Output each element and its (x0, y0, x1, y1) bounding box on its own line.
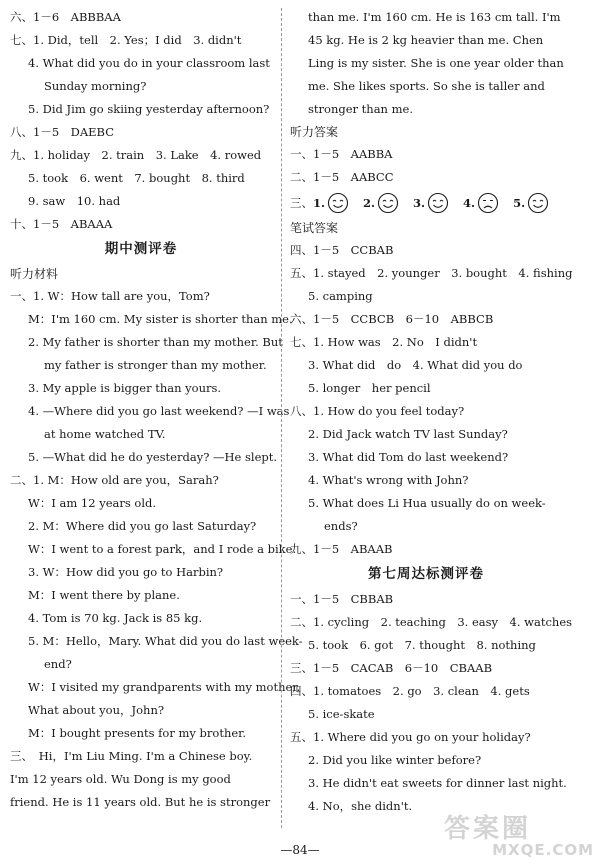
answer-text: 六、1－5 CCBCB 6－10 ABBCB (290, 312, 494, 326)
answer-number: 2. (363, 196, 376, 210)
answer-line (290, 400, 562, 423)
answer-number: 4. (463, 196, 476, 210)
answer-line (10, 584, 272, 607)
answer-line (10, 630, 303, 653)
smiley-face-icon (327, 192, 349, 214)
answer-text: 五、1. stayed 2. younger 3. bought 4. fishing (290, 266, 573, 280)
answer-text: W：I went to a forest park，and I rode a bike. (28, 542, 297, 556)
answer-number: 5. (513, 196, 526, 210)
answer-line (10, 745, 272, 768)
answer-line (10, 354, 272, 377)
answer-line (290, 492, 562, 515)
answer-text: Ling is my sister. She is one year older than (308, 56, 564, 70)
answer-line (290, 726, 562, 749)
face-answer (313, 192, 349, 214)
answer-line (10, 121, 272, 144)
answer-text: at home watched TV. (44, 427, 166, 441)
answer-text: What about you，John? (28, 703, 165, 717)
answer-line (10, 75, 272, 98)
answer-line (290, 657, 562, 680)
answer-text: 4. What did you do in your classroom last (28, 56, 270, 70)
sad-face-icon (477, 192, 499, 214)
answer-line (10, 6, 272, 29)
answer-line (10, 285, 272, 308)
answer-text: 5. longer her pencil (308, 381, 431, 395)
answer-line (290, 29, 562, 52)
answer-line (10, 722, 272, 745)
answer-line (290, 143, 562, 166)
answer-text: 四、1－5 CCBAB (290, 243, 394, 257)
answer-text: M：I went there by plane. (28, 588, 180, 602)
answer-line (10, 190, 272, 213)
section-subheading: 听力材料 (10, 267, 59, 281)
answer-line (10, 607, 272, 630)
section-title: 第七周达标测评卷 (368, 566, 484, 582)
left-column (10, 6, 303, 814)
answer-text: 5. camping (308, 289, 373, 303)
answer-line (10, 400, 290, 423)
answer-line (290, 377, 562, 400)
answer-text: 5. —What did he do yesterday? —He slept. (28, 450, 278, 464)
answer-text: 十、1－5 ABAAA (10, 217, 113, 231)
answer-line (290, 703, 562, 726)
watermark-logo (444, 808, 594, 866)
answer-line (290, 588, 562, 611)
answer-text: 5. What does Li Hua usually do on week- (308, 496, 546, 510)
answer-line (290, 239, 562, 262)
answer-line (10, 213, 272, 236)
answer-text: 3. What did Tom do last weekend? (308, 450, 509, 464)
answer-line (10, 308, 293, 331)
answer-text: 2. My father is shorter than my mother. But (28, 335, 283, 349)
answer-line (290, 308, 562, 331)
answer-text: 5. took 6. got 7. thought 8. nothing (308, 638, 536, 652)
answer-text: 九、1. holiday 2. train 3. Lake 4. rowed (10, 148, 262, 162)
smiley-face-icon (527, 192, 549, 214)
answer-line (10, 98, 272, 121)
answer-text: 五、1. Where did you go on your holiday? (290, 730, 531, 744)
answer-line (10, 423, 272, 446)
answer-line (290, 423, 562, 446)
answer-text: 三、 Hi，I'm Liu Ming. I'm a Chinese boy. (10, 749, 253, 763)
answer-line (290, 6, 562, 29)
answer-text: 2. Did Jack watch TV last Sunday? (308, 427, 508, 441)
answer-line (10, 561, 272, 584)
right-column (290, 6, 573, 818)
answer-text: 2. Did you like winter before? (308, 753, 482, 767)
answer-line (10, 52, 272, 75)
answer-text: ends? (324, 519, 358, 533)
answer-line (290, 680, 562, 703)
answer-text: M：I bought presents for my brother. (28, 726, 247, 740)
face-answer (413, 192, 449, 214)
answer-line (290, 772, 567, 795)
answer-line (290, 75, 562, 98)
section-subheading: 笔试答案 (290, 221, 339, 235)
answer-text: 八、1. How do you feel today? (290, 404, 465, 418)
answer-text: 3. What did do 4. What did you do (308, 358, 523, 372)
answer-line (10, 144, 272, 167)
face-answer (513, 192, 549, 214)
answer-text: friend. He is 11 years old. But he is stronger (10, 795, 271, 809)
answer-text: 七、1. How was 2. No I didn't (290, 335, 478, 349)
answer-line (290, 354, 562, 377)
answer-line (10, 167, 272, 190)
answer-text: 四、1. tomatoes 2. go 3. clean 4. gets (290, 684, 530, 698)
answer-text: 九、1－5 ABAAB (290, 542, 393, 556)
answer-text: 3. W：How did you go to Harbin? (28, 565, 224, 579)
answer-text: 三、1－5 CACAB 6－10 CBAAB (290, 661, 493, 675)
answer-text: 3. My apple is bigger than yours. (28, 381, 222, 395)
answer-text: 4. What's wrong with John? (308, 473, 469, 487)
section-title: 期中测评卷 (104, 241, 178, 257)
answer-text: than me. I'm 160 cm. He is 163 cm tall. I'm (308, 10, 561, 24)
section-subheading: 听力答案 (290, 125, 339, 139)
answer-text: 5. took 6. went 7. bought 8. third (28, 171, 245, 185)
answer-line (290, 634, 562, 657)
answer-text: M：I'm 160 cm. My sister is shorter than me. (28, 312, 293, 326)
answer-text: 3. He didn't eat sweets for dinner last night. (308, 776, 567, 790)
answer-line (290, 515, 562, 538)
answer-text: 4. —Where did you go last weekend? —I was (28, 404, 290, 418)
face-answer (463, 192, 499, 214)
answer-text: 9. saw 10. had (28, 194, 121, 208)
answer-text: my father is stronger than my mother. (44, 358, 267, 372)
answer-line (290, 262, 573, 285)
answer-text: 一、1－5 AABBA (290, 147, 393, 161)
answer-text: 一、1. W：How tall are you，Tom? (10, 289, 210, 303)
answer-line (10, 492, 272, 515)
answer-text: stronger than me. (308, 102, 413, 116)
answer-line (10, 538, 297, 561)
answer-text: W：I visited my grandparents with my mother. (28, 680, 301, 694)
answer-number: 1. (313, 196, 326, 210)
answer-number: 3. (413, 196, 426, 210)
smiley-face-icon (427, 192, 449, 214)
column-divider (281, 8, 282, 828)
answer-text: W：I am 12 years old. (28, 496, 157, 510)
answer-line (10, 515, 272, 538)
answer-line (290, 98, 562, 121)
smiley-face-icon (377, 192, 399, 214)
answer-text: 4. No，she didn't. (308, 799, 413, 813)
answer-line (290, 331, 562, 354)
face-answer (363, 192, 399, 214)
faces-answer-row (290, 189, 562, 217)
answer-text: end? (44, 657, 72, 671)
answer-line (10, 469, 272, 492)
answer-line (10, 446, 278, 469)
answer-line (290, 538, 562, 561)
answer-line (290, 469, 562, 492)
answer-text: Sunday morning? (44, 79, 147, 93)
answer-line (10, 791, 272, 814)
answer-line (290, 611, 573, 634)
answer-line (10, 331, 283, 354)
answer-text: 5. Did Jim go skiing yesterday afternoon? (28, 102, 270, 116)
answer-text: 2. M：Where did you go last Saturday? (28, 519, 257, 533)
watermark-text: 答案圈 (444, 814, 532, 844)
answer-line (10, 768, 272, 791)
answer-line (10, 29, 272, 52)
answer-text: 5. ice-skate (308, 707, 375, 721)
answer-text: me. She likes sports. So she is taller and (308, 79, 545, 93)
answer-text: 二、1－5 AABCC (290, 170, 394, 184)
answer-text: 二、1. M：How old are you，Sarah? (10, 473, 219, 487)
answer-text: I'm 12 years old. Wu Dong is my good (10, 772, 231, 786)
answer-text: 七、1. Did，tell 2. Yes；I did 3. didn't (10, 33, 242, 47)
page-number: —84— (280, 843, 320, 857)
answer-text: 八、1－5 DAEBC (10, 125, 115, 139)
answer-line (10, 653, 272, 676)
answer-line (290, 285, 562, 308)
answer-text: 5. M：Hello，Mary. What did you do last week- (28, 634, 303, 648)
answer-line (10, 699, 272, 722)
watermark-url: MXQE.COM (492, 841, 594, 859)
answer-text: 一、1－5 CBBAB (290, 592, 394, 606)
answer-text: 六、1－6 ABBBAA (10, 10, 121, 24)
answer-line (290, 749, 562, 772)
question-number: 三、 (290, 196, 313, 210)
answer-line (290, 166, 562, 189)
answer-text: 二、1. cycling 2. teaching 3. easy 4. watches (290, 615, 573, 629)
answer-line (10, 377, 272, 400)
answer-text: 45 kg. He is 2 kg heavier than me. Chen (308, 33, 544, 47)
answer-line (10, 676, 301, 699)
answer-line (290, 52, 562, 75)
answer-line (290, 446, 562, 469)
answer-text: 4. Tom is 70 kg. Jack is 85 kg. (28, 611, 203, 625)
